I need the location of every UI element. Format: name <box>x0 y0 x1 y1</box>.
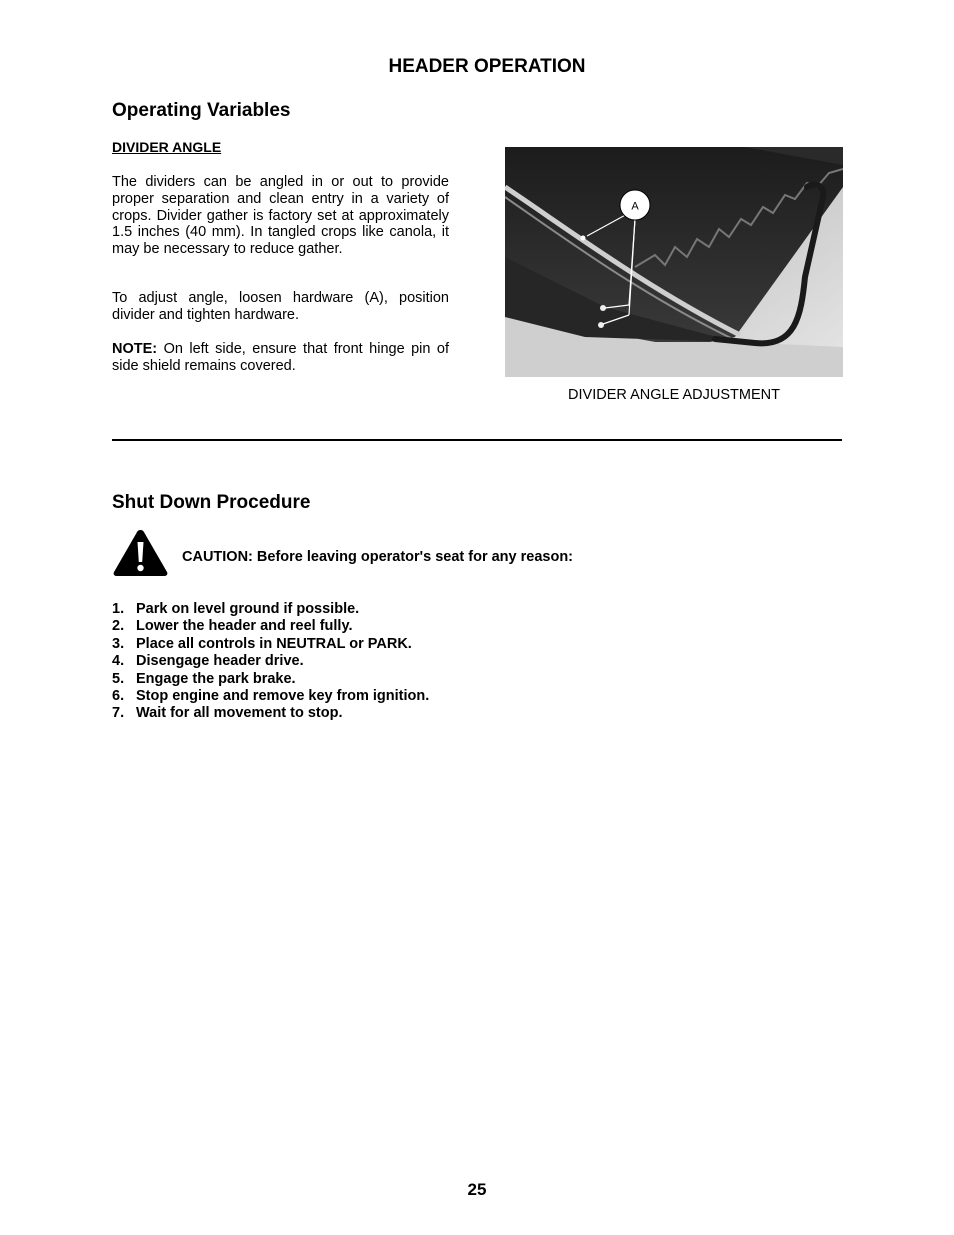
list-item: 3. Place all controls in NEUTRAL or PARK. <box>112 635 412 652</box>
divider-angle-note <box>112 341 449 375</box>
note-text: On left side, ensure that front hinge pin of side shield remains covered. <box>112 341 449 374</box>
list-item: 1. Park on level ground if possible. <box>112 601 360 617</box>
list-item: 6. Stop engine and remove key from ignition. <box>112 687 430 704</box>
list-item: 4. Disengage header drive. <box>112 653 304 670</box>
list-item: 2. Lower the header and reel fully. <box>112 618 353 635</box>
divider-angle-subheading: DIVIDER ANGLE <box>112 139 222 155</box>
operating-variables-title: Operating Variables <box>112 100 291 121</box>
caution-text: CAUTION: Before leaving operator's seat for any reason: <box>182 549 574 565</box>
list-item: 7. Wait for all movement to stop. <box>112 705 343 722</box>
shut-down-steps <box>112 601 429 723</box>
caution-row <box>112 528 842 578</box>
page-number: 25 <box>467 1180 487 1199</box>
page-header-title: HEADER OPERATION <box>388 56 586 77</box>
divider-angle-paragraph-1: The dividers can be angled in or out to provide proper separation and clean entry in a variety of crops. Divider gather is factory set at approximately 1.5 inches (40 mm). In tangled crops like canola, it may be necessary to reduce gather. <box>112 174 449 258</box>
section-divider <box>112 439 842 441</box>
divider-angle-photo <box>505 147 843 377</box>
divider-angle-paragraph-2: To adjust angle, loosen hardware (A), position divider and tighten hardware. <box>112 290 449 323</box>
callout-a-label: A <box>631 200 639 213</box>
note-label: NOTE: <box>112 341 158 357</box>
shut-down-title: Shut Down Procedure <box>112 492 311 513</box>
figure-caption: DIVIDER ANGLE ADJUSTMENT <box>568 387 780 403</box>
list-item: 5. Engage the park brake. <box>112 670 296 687</box>
warning-triangle-icon <box>112 528 169 578</box>
